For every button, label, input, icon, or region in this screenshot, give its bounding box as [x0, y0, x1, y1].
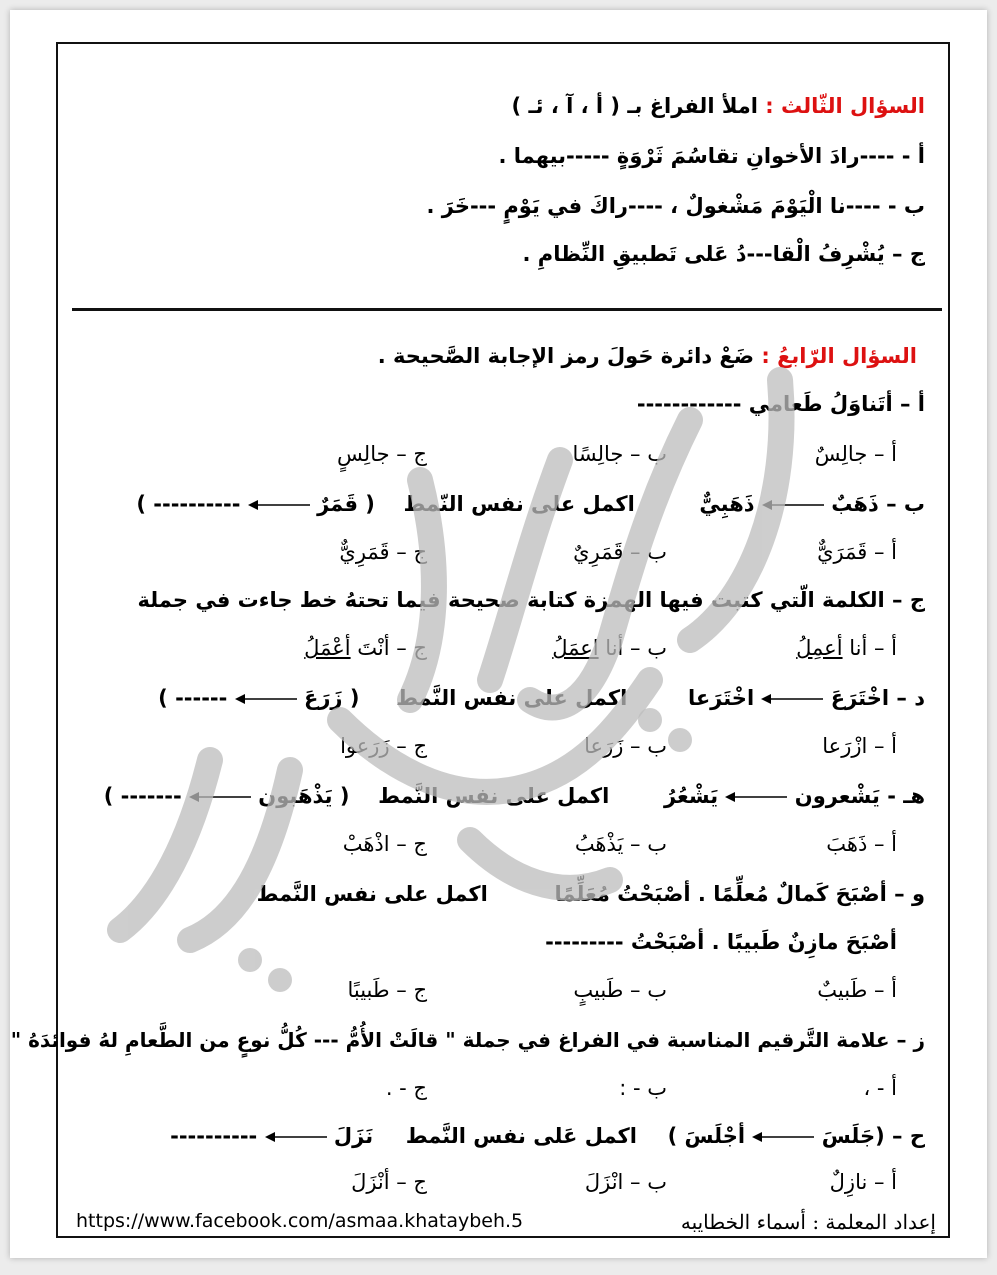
q4-c-option-1-underlined: أعمِلُ [796, 636, 843, 660]
facebook-link[interactable]: https://www.facebook.com/asmaa.khataybeh.5 [76, 1210, 524, 1232]
q4-e-word2: يَشْعُرُ [663, 784, 719, 808]
q4-e-stem [104, 782, 925, 810]
q4-h-word3: نَزَلَ [333, 1124, 374, 1148]
q4-f-hint: اكمل على نفس النَّمط [256, 882, 488, 906]
q4-b-blank: ---------- [153, 492, 241, 516]
q4-c-option-1[interactable] [796, 634, 897, 662]
q4-b-word2: ذَهَبِيٌّ [699, 492, 755, 516]
q3-title: السؤال الثّالث : [765, 94, 925, 118]
q4-e-option-1[interactable]: أ – ذَهَبَ [826, 832, 897, 856]
q4-e-word1: يَشْعرون [794, 784, 880, 808]
q4-h-paren-close: ) [667, 1124, 678, 1148]
q4-c-option-2-prefix: ب – أنا [605, 636, 667, 660]
q4-e-word3: يَذْهَبون [258, 784, 333, 808]
q4-d-label: د – [896, 686, 925, 710]
q4-g-option-3[interactable]: ج - . [385, 1076, 427, 1100]
q4-b-option-2[interactable]: ب – قَمَرِيٌ [573, 540, 667, 564]
q4-e-paren-close: ) [103, 784, 114, 808]
q4-d-hint: اكمل على نفس النَّمط [396, 686, 628, 710]
q4-c-stem: ج – الكلمة الّتي كتبت فيها الهمزة كتابة صحيحة فيما تحتهُ خط جاءت في جملة [137, 588, 925, 612]
q4-b-label: ب – [886, 492, 925, 516]
q4-b-word3: قَمَرٌ [317, 492, 358, 516]
q4-e-label: هـ - [887, 784, 925, 808]
q3-header [512, 92, 925, 120]
q4-h-blank: ---------- [170, 1124, 258, 1148]
q4-b-word1: ذَهَبٌ [831, 492, 879, 516]
q4-h-stem [170, 1122, 925, 1150]
q4-b-paren-close: ) [136, 492, 146, 516]
q4-b-option-3[interactable]: ج – قَمَرِيٌّ [339, 540, 427, 564]
q4-g-stem: ز – علامة التَّرقيم المناسبة في الفراغ في جملة " قالَتْ الأُمُّ --- كُلُّ نوعٍ من الطَّعامِ لهُ فوائدَهُ " [10, 1028, 925, 1052]
q4-a-option-1[interactable]: أ – جالِسٌ [814, 442, 897, 466]
q4-d-word2: اخْتَرَعا [687, 686, 755, 710]
q4-h-word1: جَلَسَ [821, 1124, 876, 1148]
q4-a-option-3[interactable]: ج – جالِسٍ [337, 442, 427, 466]
q4-c-option-3-underlined: أعْمَلُ [304, 636, 351, 660]
arrow-left-icon [725, 790, 787, 804]
q4-c-option-3[interactable] [304, 634, 427, 662]
q4-b-stem [136, 490, 925, 518]
q4-g-option-2[interactable]: ب - : [619, 1076, 667, 1100]
q4-a-option-2[interactable]: ب – جالِسًا [572, 442, 667, 466]
q4-h-word2: أجْلَسَ [684, 1124, 746, 1148]
q3-instruction: املأ الفراغ بـ ( أ ، آ ، ئـ ) [511, 94, 758, 118]
q4-g-option-1[interactable]: أ - ، [863, 1076, 897, 1100]
worksheet-page [10, 10, 987, 1258]
q4-header [378, 342, 917, 370]
q4-instruction: ضَعْ دائرة حَولَ رمز الإجابة الصَّحيحة . [377, 344, 755, 368]
q4-b-hint: اكمل على نفس النّمط [403, 492, 635, 516]
arrow-left-icon [762, 498, 824, 512]
q4-h-label: ح – [892, 1124, 925, 1148]
q4-d-paren-open: ( [349, 686, 360, 710]
q4-c-option-1-prefix: أ – أنا [849, 636, 897, 660]
q4-b-option-1[interactable]: أ – قَمَرَيٌّ [817, 540, 897, 564]
q3-item-b: ب - ----نا الْيَوْمَ مَشْغولٌ ، ----راكَ في يَوْمٍ ---خَرَ . [426, 194, 925, 218]
q4-f-option-2[interactable]: ب – طَبيبٍ [573, 978, 667, 1002]
q4-b-paren-open: ( [365, 492, 375, 516]
q4-c-option-2[interactable] [552, 634, 667, 662]
q4-f-option-3[interactable]: ج – طَبيبًا [347, 978, 427, 1002]
footer [72, 1210, 940, 1240]
q4-e-option-2[interactable]: ب – يَذْهَبُ [574, 832, 667, 856]
q4-f-sentence: و – أصْبَحَ كَمالٌ مُعلِّمًا . أصْبَحْتُ مُعَلِّمًا [554, 882, 925, 906]
q4-d-stem [158, 684, 925, 712]
q4-h-option-3[interactable]: ج – أنْزَلَ [351, 1170, 427, 1194]
arrow-left-icon [235, 692, 297, 706]
q4-d-option-3[interactable]: ج – زَرَعوا [340, 734, 427, 758]
arrow-left-icon [248, 498, 310, 512]
q4-c-option-2-underlined: اعمَلُ [552, 636, 599, 660]
q4-d-paren-close: ) [158, 686, 168, 710]
q4-f-line1 [257, 880, 925, 908]
q4-title: السؤال الرّابعُ : [761, 344, 917, 368]
q4-c-option-3-prefix: ج – أنْتَ [357, 636, 427, 660]
q4-h-hint: اكمل عَلى نفس النَّمط [405, 1124, 637, 1148]
q4-d-word1: اخْتَرَعَ [830, 686, 890, 710]
q4-e-hint: اكمل على نفس النَّمط [378, 784, 610, 808]
section-divider [72, 308, 942, 311]
q4-f-line2: أصْبَحَ مازِنٌ طَبيبًا . أصْبَحْتُ --------- [545, 930, 897, 954]
arrow-left-icon [189, 790, 251, 804]
arrow-left-icon [752, 1130, 814, 1144]
teacher-credit: إعداد المعلمة : أسماء الخطايبه [680, 1210, 936, 1234]
q4-e-option-3[interactable]: ج – اذْهَبْ [342, 832, 427, 856]
q3-item-c: ج – يُشْرِفُ الْقا---دُ عَلى تَطبيقِ النِّظامِ . [522, 242, 925, 266]
q4-e-blank: ------- [120, 784, 182, 808]
q3-item-a: أ - ----رادَ الأخوانِ تقاسُمَ ثَرْوَةٍ -----بيهما . [498, 144, 925, 168]
arrow-left-icon [761, 692, 823, 706]
q4-h-paren-open: ( [875, 1124, 885, 1148]
q4-a-stem: أ – أتَناوَلُ طَعامي ------------ [636, 392, 925, 416]
q4-h-option-1[interactable]: أ – نازِلٌ [829, 1170, 897, 1194]
q4-d-option-2[interactable]: ب – زَرَعا [584, 734, 667, 758]
arrow-left-icon [265, 1130, 327, 1144]
q4-d-blank: ------ [175, 686, 228, 710]
q4-f-option-1[interactable]: أ – طَبيبٌ [817, 978, 897, 1002]
q4-e-paren-open: ( [339, 784, 350, 808]
q4-d-option-1[interactable]: أ – ازْرَعا [822, 734, 897, 758]
q4-h-option-2[interactable]: ب – انْزَلَ [584, 1170, 667, 1194]
q4-d-word3: زَرَعَ [303, 686, 343, 710]
